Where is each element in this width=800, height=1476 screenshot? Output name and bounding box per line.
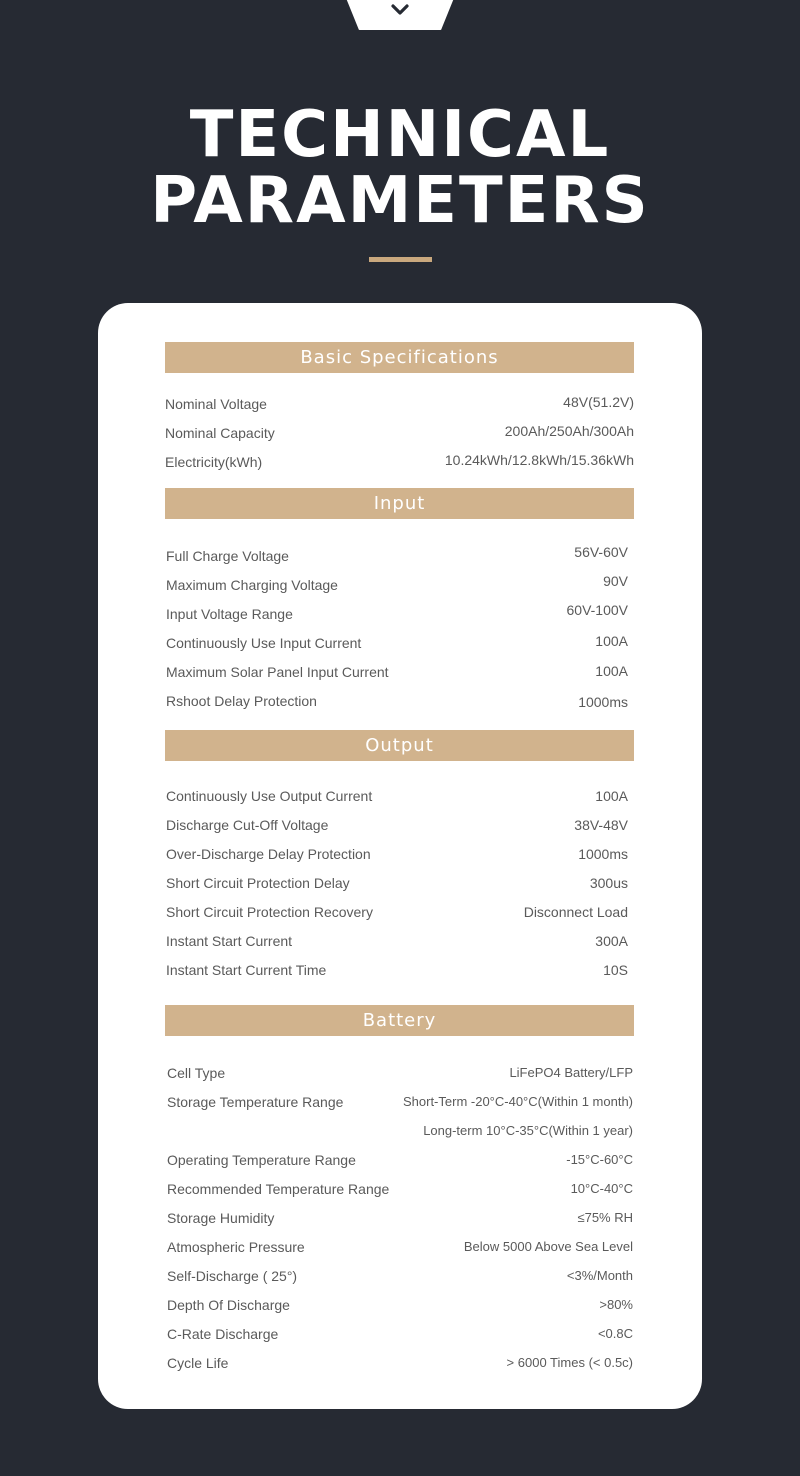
title-line-1: TECHNICAL xyxy=(189,98,611,172)
spec-label: Cycle Life xyxy=(167,1355,229,1371)
title-line-2: PARAMETERS xyxy=(150,164,650,238)
spec-label: Recommended Temperature Range xyxy=(167,1181,390,1197)
spec-value: 100A xyxy=(595,663,628,679)
spec-label: Self-Discharge ( 25°) xyxy=(167,1268,298,1284)
spec-value: 300A xyxy=(595,933,628,949)
title-underline xyxy=(369,257,432,262)
spec-row xyxy=(165,902,634,922)
spec-label: Discharge Cut-Off Voltage xyxy=(166,817,329,833)
spec-label: Nominal Capacity xyxy=(165,425,275,441)
spec-value: 60V-100V xyxy=(566,602,628,618)
spec-row xyxy=(165,1150,634,1170)
spec-label: Electricity(kWh) xyxy=(165,454,263,470)
spec-row xyxy=(165,546,634,566)
spec-row xyxy=(165,1324,634,1344)
spec-row xyxy=(165,662,634,682)
spec-row xyxy=(165,604,634,624)
section-header-output: Output xyxy=(165,730,634,761)
spec-row xyxy=(165,575,634,595)
spec-label: Storage Humidity xyxy=(167,1210,275,1226)
spec-row xyxy=(165,1266,634,1286)
spec-value: ≤75% RH xyxy=(577,1210,633,1225)
spec-value: 38V-48V xyxy=(574,817,628,833)
spec-row xyxy=(165,960,634,980)
spec-label: Rshoot Delay Protection xyxy=(166,693,317,709)
spec-value: 10S xyxy=(603,962,628,978)
spec-value: 48V(51.2V) xyxy=(563,394,634,410)
spec-value: LiFePO4 Battery/LFP xyxy=(509,1065,633,1080)
spec-label: Continuously Use Output Current xyxy=(166,788,373,804)
spec-label: Short Circuit Protection Recovery xyxy=(166,904,373,920)
spec-label: Short Circuit Protection Delay xyxy=(166,875,350,891)
spec-value: -15°C-60°C xyxy=(566,1152,633,1167)
spec-label: Maximum Solar Panel Input Current xyxy=(166,664,389,680)
spec-row xyxy=(165,691,634,711)
spec-row xyxy=(165,1208,634,1228)
spec-value: 56V-60V xyxy=(574,544,628,560)
spec-label: Depth Of Discharge xyxy=(167,1297,290,1313)
spec-row xyxy=(165,1179,634,1199)
spec-value: >80% xyxy=(599,1297,633,1312)
spec-row xyxy=(165,1092,634,1112)
spec-label: Atmospheric Pressure xyxy=(167,1239,305,1255)
spec-row xyxy=(165,815,634,835)
section-header-input: Input xyxy=(165,488,634,519)
spec-value: 1000ms xyxy=(578,694,628,710)
spec-row xyxy=(165,394,634,414)
spec-row xyxy=(165,423,634,443)
section-header-battery: Battery xyxy=(165,1005,634,1036)
spec-value: 300us xyxy=(589,875,628,891)
section-header-basic: Basic Specifications xyxy=(165,342,634,373)
spec-value: Long-term 10°C-35°C(Within 1 year) xyxy=(423,1123,633,1138)
spec-label: Over-Discharge Delay Protection xyxy=(166,846,371,862)
spec-value: 200Ah/250Ah/300Ah xyxy=(504,423,634,439)
spec-label: Full Charge Voltage xyxy=(166,548,289,564)
spec-label: Continuously Use Input Current xyxy=(166,635,362,651)
parameters-card xyxy=(98,303,702,1409)
spec-label: Operating Temperature Range xyxy=(167,1152,356,1168)
spec-value: 100A xyxy=(595,633,628,649)
spec-row xyxy=(165,1121,634,1141)
spec-value: 90V xyxy=(603,573,628,589)
spec-value: 1000ms xyxy=(578,846,628,862)
spec-value: 10°C-40°C xyxy=(570,1181,633,1196)
spec-value: Short-Term -20°C-40°C(Within 1 month) xyxy=(402,1094,633,1109)
spec-row xyxy=(165,633,634,653)
spec-label: Storage Temperature Range xyxy=(167,1094,344,1110)
spec-value: <3%/Month xyxy=(566,1268,633,1283)
spec-label: Nominal Voltage xyxy=(165,396,267,412)
spec-value: 100A xyxy=(595,788,628,804)
spec-row xyxy=(165,844,634,864)
spec-row xyxy=(165,1353,634,1373)
spec-value: Disconnect Load xyxy=(523,904,628,920)
spec-row xyxy=(165,873,634,893)
spec-row xyxy=(165,931,634,951)
spec-label: Instant Start Current Time xyxy=(166,962,327,978)
spec-label: C-Rate Discharge xyxy=(167,1326,279,1342)
spec-label: Cell Type xyxy=(167,1065,226,1081)
spec-row xyxy=(165,1295,634,1315)
spec-row xyxy=(165,1237,634,1257)
spec-value: Below 5000 Above Sea Level xyxy=(463,1239,633,1254)
spec-value: <0.8C xyxy=(597,1326,633,1341)
spec-row xyxy=(165,786,634,806)
top-tab[interactable] xyxy=(346,0,454,30)
spec-label: Instant Start Current xyxy=(166,933,293,949)
spec-row xyxy=(165,1063,634,1083)
chevron-down-icon xyxy=(390,0,410,20)
spec-value: > 6000 Times (< 0.5c) xyxy=(506,1355,633,1370)
spec-label: Maximum Charging Voltage xyxy=(166,577,338,593)
spec-value: 10.24kWh/12.8kWh/15.36kWh xyxy=(444,452,634,468)
spec-label: Input Voltage Range xyxy=(166,606,293,622)
spec-row xyxy=(165,452,634,472)
page-title xyxy=(0,98,800,238)
